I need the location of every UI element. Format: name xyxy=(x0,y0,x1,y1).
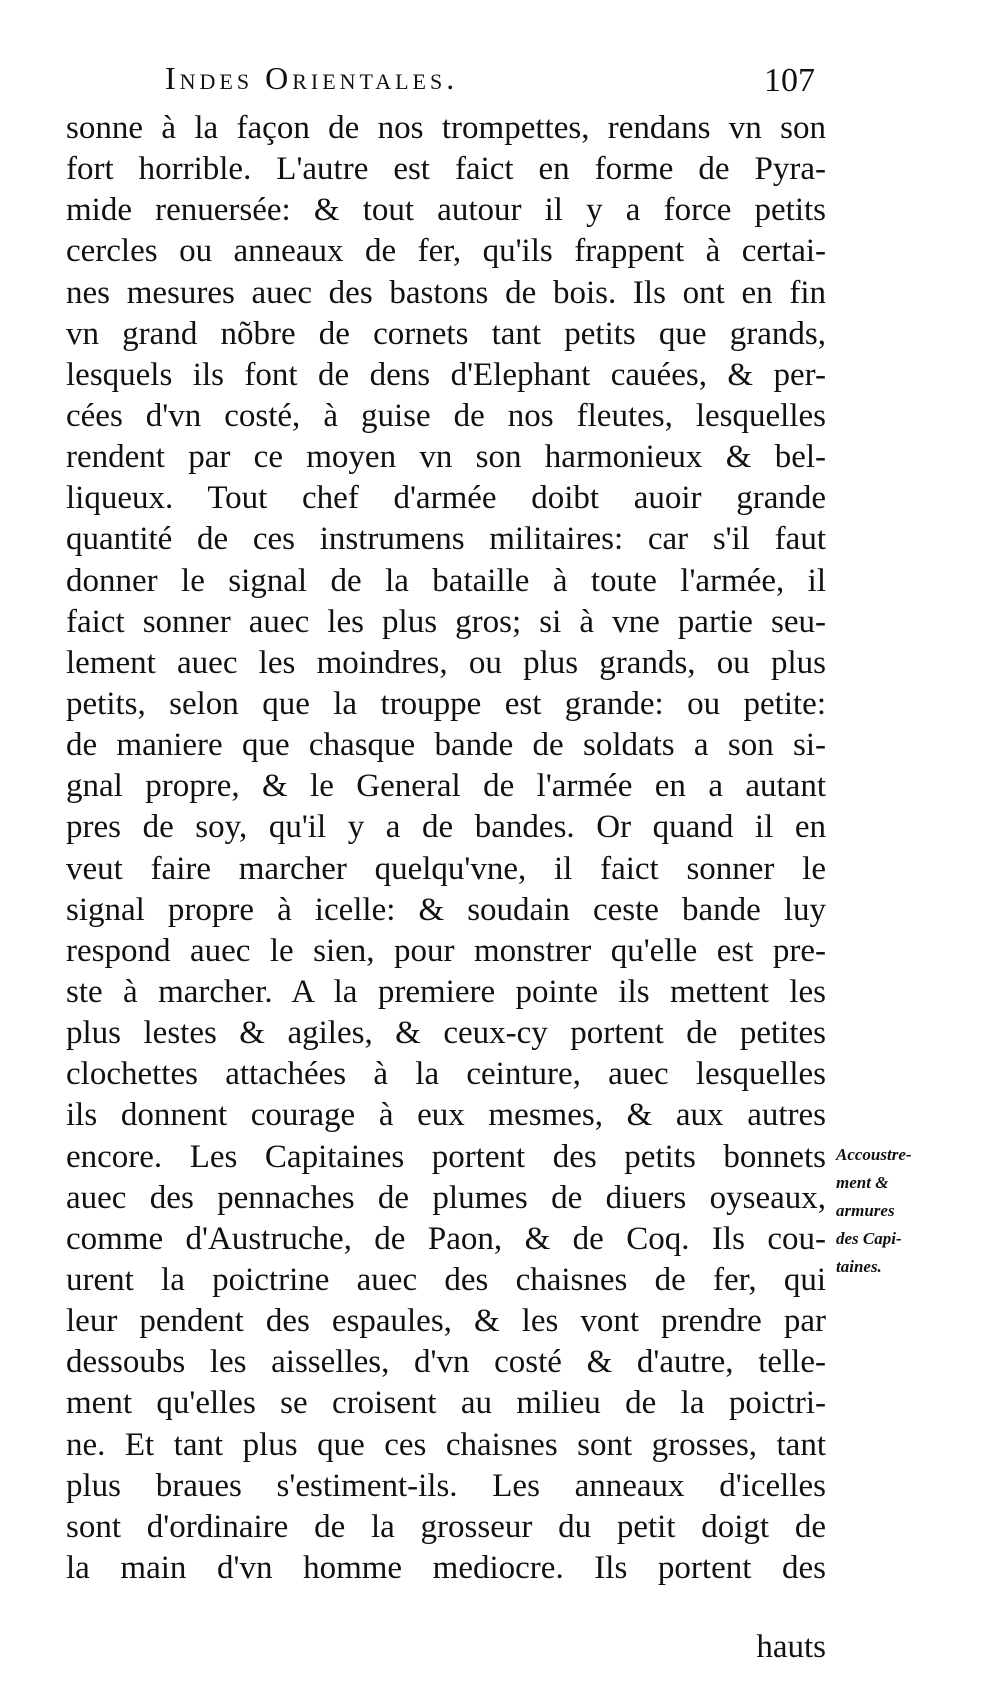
running-head xyxy=(165,60,815,110)
text-line: vn grand nõbre de cornets tant petits que grands, xyxy=(66,315,826,352)
text-line: dessoubs les aisselles, d'vn costé & d'autre, telle- xyxy=(66,1344,826,1381)
text-line: encore. Les Capitaines portent des petits bonnets xyxy=(66,1138,826,1175)
text-line: ste à marcher. A la premiere pointe ils mettent les xyxy=(66,973,826,1010)
text-line: quantité de ces instrumens militaires: car s'il faut xyxy=(66,521,826,558)
text-line: veut faire marcher quelqu'vne, il faict sonner le xyxy=(66,850,826,887)
text-line: ment qu'elles se croisent au milieu de la poictri- xyxy=(66,1385,826,1422)
marginal-note xyxy=(836,1141,946,1281)
text-line: clochettes attachées à la ceinture, auec lesquelles xyxy=(66,1056,826,1093)
page-number: 107 xyxy=(764,62,815,99)
marginal-note-line: armures xyxy=(836,1201,895,1220)
text-line: cercles ou anneaux de fer, qu'ils frappent à certai- xyxy=(66,233,826,270)
text-line: lement auec les moindres, ou plus grands, ou plus xyxy=(66,644,826,681)
text-line: cées d'vn costé, à guise de nos fleutes, lesquelles xyxy=(66,397,826,434)
marginal-note-line: ment & xyxy=(836,1173,889,1192)
text-line: pres de soy, qu'il y a de bandes. Or quand il en xyxy=(66,809,826,846)
text-line: ne. Et tant plus que ces chaisnes sont grosses, tant xyxy=(66,1426,826,1463)
catchword: hauts xyxy=(756,1629,826,1665)
text-line: mide renuersée: & tout autour il y a force petits xyxy=(66,192,826,229)
text-line: ils donnent courage à eux mesmes, & aux autres xyxy=(66,1097,826,1134)
text-line: lesquels ils font de dens d'Elephant cauées, & per- xyxy=(66,356,826,393)
text-line: donner le signal de la bataille à toute l'armée, il xyxy=(66,562,826,599)
text-line: la main d'vn homme mediocre. Ils portent des xyxy=(66,1549,826,1586)
text-line: sonne à la façon de nos trompettes, rendans vn son xyxy=(66,110,826,146)
text-line: sont d'ordinaire de la grosseur du petit doigt de xyxy=(66,1508,826,1545)
text-line: plus braues s'estiment-ils. Les anneaux d'icelles xyxy=(66,1467,826,1504)
text-line: liqueux. Tout chef d'armée doibt auoir grande xyxy=(66,480,826,517)
text-line: plus lestes & agiles, & ceux-cy portent de petites xyxy=(66,1015,826,1052)
text-line: gnal propre, & le General de l'armée en a autant xyxy=(66,768,826,805)
text-line: urent la poictrine auec des chaisnes de fer, qui xyxy=(66,1261,826,1298)
text-line: petits, selon que la trouppe est grande: ou petite: xyxy=(66,685,826,722)
text-line: faict sonner auec les plus gros; si à vne partie seu- xyxy=(66,603,826,640)
catchword-row xyxy=(66,1627,826,1667)
marginal-note-line: taines. xyxy=(836,1257,882,1276)
main-text-block xyxy=(66,108,826,1589)
running-title: Indes Orientales. xyxy=(165,60,459,96)
marginal-note-line: des Capi- xyxy=(836,1229,902,1248)
text-line: respond auec le sien, pour monstrer qu'elle est pre- xyxy=(66,932,826,969)
text-line: leur pendent des espaules, & les vont prendre par xyxy=(66,1303,826,1340)
text-line: rendent par ce moyen vn son harmonieux & bel- xyxy=(66,439,826,476)
text-line: nes mesures auec des bastons de bois. Ils ont en fin xyxy=(66,274,826,311)
text-line: fort horrible. L'autre est faict en forme de Pyra- xyxy=(66,151,826,188)
marginal-note-line: Accoustre- xyxy=(836,1145,912,1164)
text-line: de maniere que chasque bande de soldats a son si- xyxy=(66,727,826,764)
text-line: auec des pennaches de plumes de diuers oyseaux, xyxy=(66,1179,826,1216)
text-line: comme d'Austruche, de Paon, & de Coq. Ils cou- xyxy=(66,1220,826,1257)
text-line: signal propre à icelle: & soudain ceste bande luy xyxy=(66,891,826,928)
